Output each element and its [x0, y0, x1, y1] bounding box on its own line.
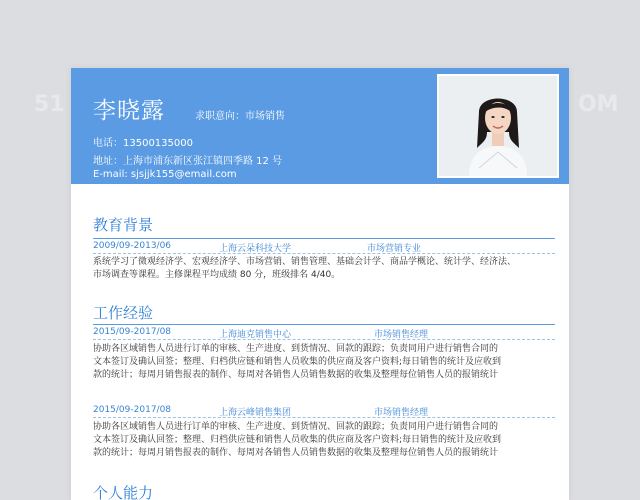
work-section-title: 工作经验: [93, 304, 154, 322]
education-line-1: 系统学习了微观经济学、宏观经济学、市场营销、销售管理、基础会计学、商品学概论、统计学、经济法、: [93, 257, 517, 267]
education-school: 上海云朵科技大学: [219, 244, 292, 254]
work-2-line-1: 协助各区域销售人员进行订单的审核、生产进度、到货情况、回款的跟踪；负责同用户进行销售合同的: [93, 422, 499, 432]
work-2-company: 上海云峰销售集团: [219, 408, 292, 418]
watermark-right: OM: [578, 92, 619, 117]
work-1-line-3: 款的统计；每周月销售报表的制作、每周对各销售人员销售数据的收集及整理每位销售人员的报销统计: [93, 370, 499, 380]
work-2-line-3: 款的统计；每周月销售报表的制作、每周对各销售人员销售数据的收集及整理每位销售人员的报销统计: [93, 448, 499, 458]
education-major: 市场营销专业: [367, 244, 422, 254]
work-rule: [93, 324, 555, 325]
profile-photo: [437, 74, 559, 178]
portrait-image: [439, 76, 557, 176]
work-1-period: 2015/09-2017/08: [93, 327, 172, 337]
work-1-description: [93, 343, 555, 382]
education-rule: [93, 238, 555, 239]
work-1-line-2: 文本签订及确认回签；整理、归档供应链和销售人员收集的供应商及客户资料;每日销售的统计及应收到: [93, 357, 502, 367]
education-entry-header: [93, 241, 555, 253]
candidate-name: 李晓露: [93, 98, 165, 124]
phone-line: 电话：13500135000: [93, 138, 193, 149]
work-2-period: 2015/09-2017/08: [93, 405, 172, 415]
education-dash: [93, 253, 555, 254]
skills-section-title: 个人能力: [93, 484, 154, 500]
work-entry-2-header: [93, 405, 555, 417]
work-1-role: 市场销售经理: [374, 330, 429, 340]
education-section-title: 教育背景: [93, 216, 154, 234]
work-2-line-2: 文本签订及确认回签；整理、归档供应链和销售人员收集的供应商及客户资料;每日销售的统计及应收到: [93, 435, 502, 445]
work-1-company: 上海迪克销售中心: [219, 330, 292, 340]
resume-sheet: [71, 68, 569, 500]
resume-header: [71, 68, 569, 184]
watermark-left: 51: [34, 92, 65, 117]
work-2-description: [93, 421, 555, 460]
work-1-line-1: 协助各区域销售人员进行订单的审核、生产进度、到货情况、回款的跟踪；负责同用户进行销售合同的: [93, 344, 499, 354]
education-description: [93, 256, 555, 282]
work-1-dash: [93, 339, 555, 340]
address-line: 地址：上海市浦东新区张江镇四季路 12 号: [93, 156, 283, 167]
work-2-dash: [93, 417, 555, 418]
work-entry-1-header: [93, 327, 555, 339]
work-2-role: 市场销售经理: [374, 408, 429, 418]
job-intent: 求职意向：市场销售: [195, 111, 285, 122]
education-line-2: 市场调查等课程。主修课程平均成绩 80 分，班级排名 4/40。: [93, 270, 341, 280]
education-period: 2009/09-2013/06: [93, 241, 172, 251]
email-line: E-mail: sjsjjk155@email.com: [93, 169, 237, 180]
